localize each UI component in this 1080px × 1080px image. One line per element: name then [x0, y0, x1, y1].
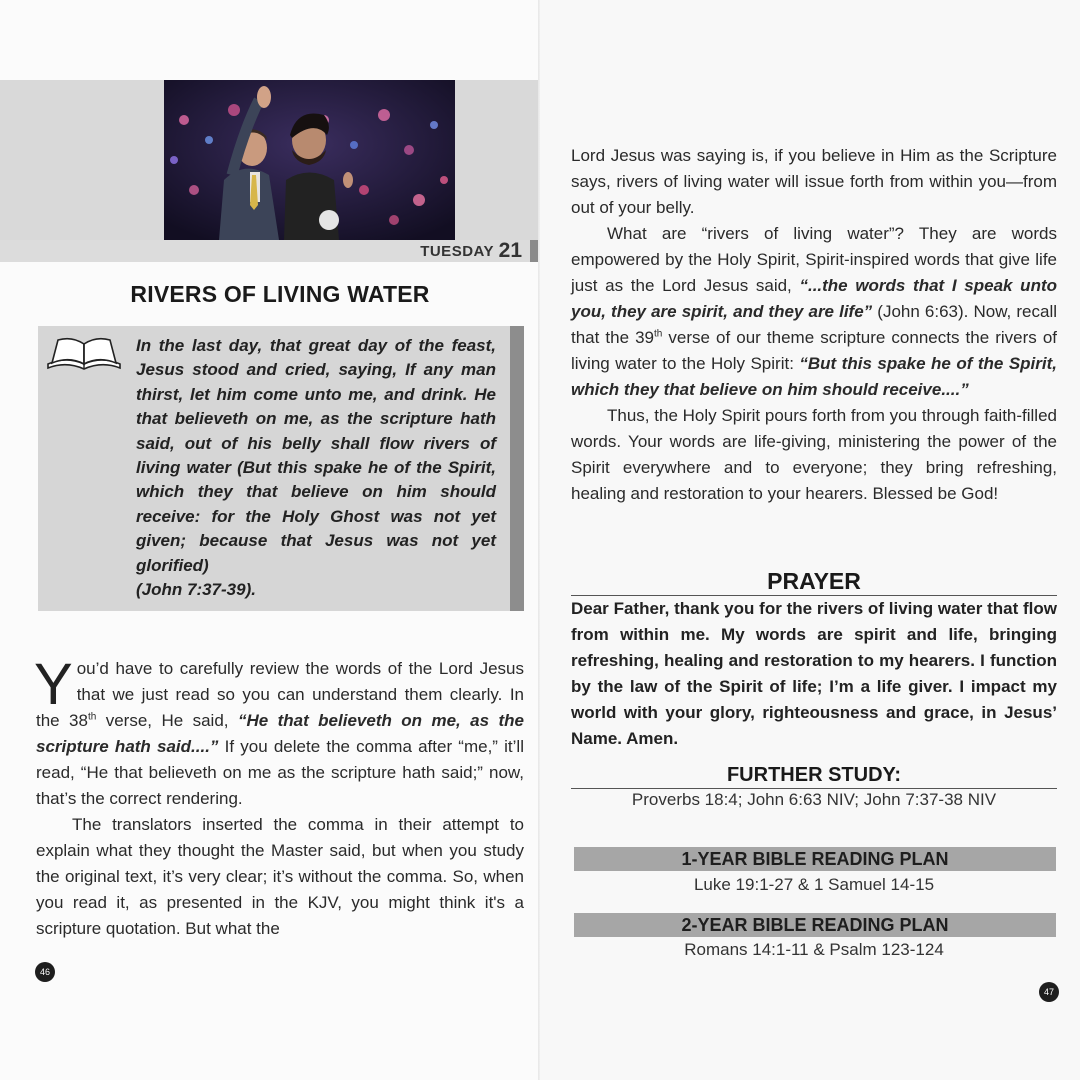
further-study-heading: FURTHER STUDY:: [726, 764, 902, 786]
right-body-text: [571, 143, 1057, 507]
header-photo: [164, 80, 455, 240]
day-line: [0, 240, 540, 262]
further-study-rule: [571, 788, 1057, 789]
scripture-reference: (John 7:37-39).: [136, 580, 256, 600]
right-paragraph-3: Thus, the Holy Spirit pours forth from you through faith-filled words. Your words are life-giving, ministering the power of the Spirit everywhere and to everyone; they bring refreshing, healing and restoration to your hearers. Blessed be God!: [571, 406, 1057, 503]
rp2-emphasis-2: “But this spake he of the Spirit, which they that believe on him should receive....”: [571, 354, 1058, 399]
scripture-quote-box: [38, 326, 524, 611]
paragraph-2: The translators inserted the comma in their attempt to explain what they thought the Master said, but when you study the original text, it’s very clear; it’s without the comma. So, when you read it, as presented in the KJV, you might think it's a scripture quotation. But what the: [36, 815, 524, 938]
rp2-text-c: verse of our theme scripture connects the rivers of living water to the Holy Spirit:: [571, 328, 1058, 373]
plan-1-year-heading: 1-YEAR BIBLE READING PLAN: [574, 847, 1056, 871]
day-number: 21: [498, 239, 522, 262]
drop-cap: Y: [34, 652, 73, 717]
plan-2-year-text: Romans 14:1-11 & Psalm 123-124: [684, 940, 944, 959]
p1-emphasis: “He that believeth on me, as the scripture hath said....”: [36, 711, 525, 756]
p1-sup: th: [87, 711, 97, 723]
right-paragraph-1: Lord Jesus was saying is, if you believe in Him as the Scripture says, rivers of living water will issue forth from within you—from out of your belly.: [571, 146, 1057, 217]
rp2-emphasis-1: “...the words that I speak unto you, they are spirit, and they are life”: [571, 276, 1057, 321]
page-number-right: 47: [1039, 982, 1059, 1002]
plan-1-year-text: Luke 19:1-27 & 1 Samuel 14-15: [693, 875, 935, 894]
rp2-text-b: (John 6:63). Now, recall that the 39: [571, 302, 1057, 347]
p1-text-c: If you delete the comma after “me,” it’ll read, “He that believeth on me as the scripture hath said;” now, that’s the correct rendering.: [36, 737, 524, 808]
day-label: TUESDAY: [420, 243, 494, 260]
scripture-quote-text: In the last day, that great day of the feast, Jesus stood and cried, saying, If any man thirst, let him come unto me, and drink. He that believeth on me, as the scripture hath said, out of his belly shall flow rivers of living water (But this spake he of the Spirit, which they that believe on him should receive: for the Holy Ghost was not yet given; because that Jesus was not yet glorified): [136, 336, 496, 575]
prayer-heading: PRAYER: [767, 568, 861, 594]
further-study-text: Proverbs 18:4; John 6:63 NIV; John 7:37-38 NIV: [631, 790, 997, 809]
devotional-title: RIVERS OF LIVING WATER: [130, 281, 430, 307]
right-paragraph-2: [571, 221, 1057, 403]
page-number-left: 46: [35, 962, 55, 982]
quote-side-bar: [510, 326, 524, 611]
scripture-quote: [136, 334, 496, 602]
open-book-icon: [44, 334, 124, 374]
p1-text-a: ou’d have to carefully review the words of the Lord Jesus that we just read so you can understand them clearly. In the 38: [36, 659, 524, 730]
left-body-text: [34, 652, 525, 942]
p1-text-b: verse, He said,: [96, 711, 238, 730]
paragraph-1: [34, 652, 525, 812]
rp2-sup: th: [654, 328, 663, 340]
rp2-text-a: What are “rivers of living water”? They are words empowered by the Holy Spirit, Spirit-inspired words that give life just as the Lord Jesus said,: [571, 224, 1057, 295]
prayer-text: Dear Father, thank you for the rivers of living water that flow from within me. My words are spirit and life, bringing refreshing, healing and restoration to my hearers. I function by the law of the Spirit of life; I’m a life giver. I impact my world with your glory, righteousness and grace, in Jesus’ Name. Amen.: [571, 599, 1057, 748]
plan-2-year-heading: 2-YEAR BIBLE READING PLAN: [574, 913, 1056, 937]
